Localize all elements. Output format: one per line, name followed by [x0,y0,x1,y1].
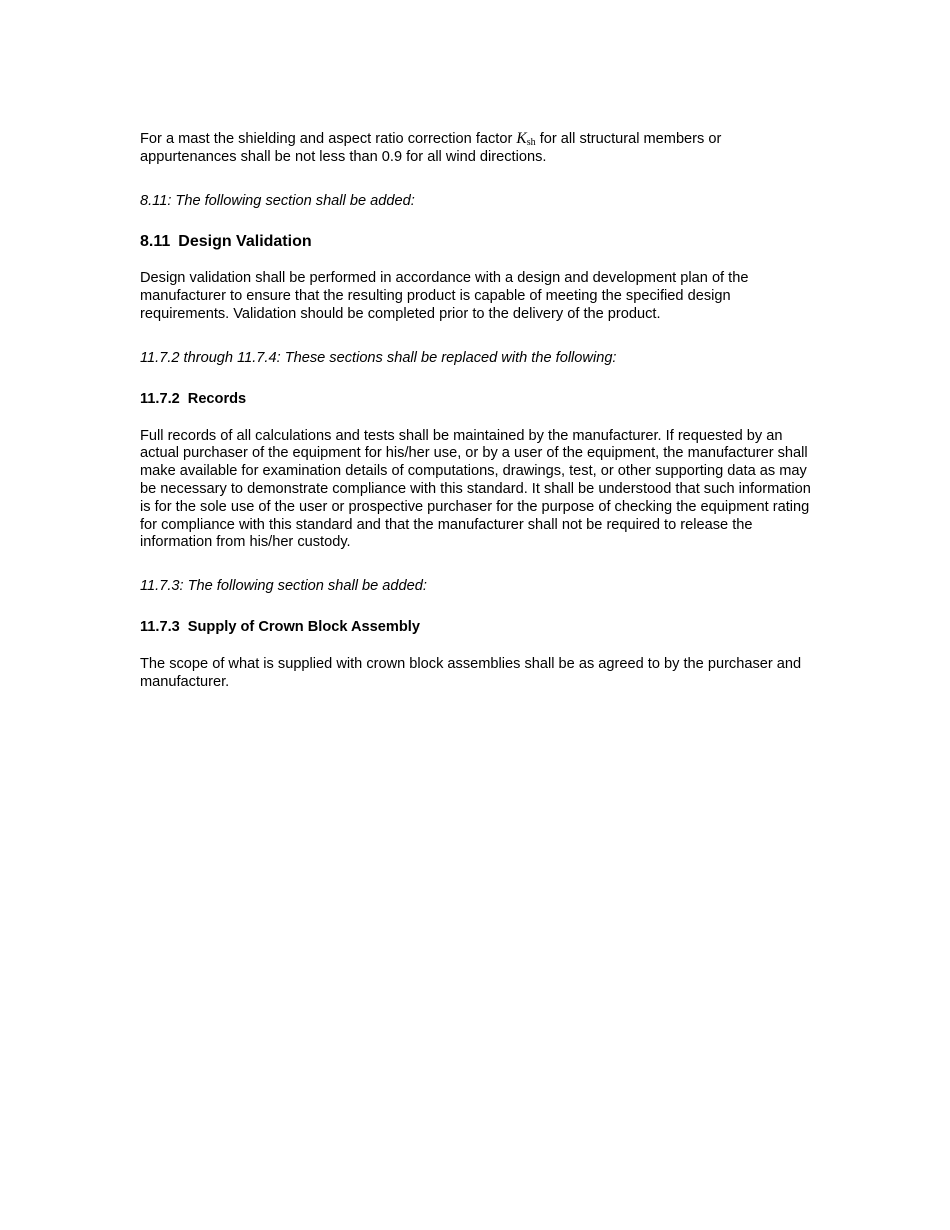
section-title: Supply of Crown Block Assembly [187,618,420,635]
symbol-k-sh [516,130,535,147]
intro-paragraph [140,130,820,167]
instruction-11-7-2: 11.7.2 through 11.7.4: These sections shall be replaced with the following: [140,349,617,366]
section-heading-11-7-3 [140,618,820,636]
intro-text-part2: for all structural members or appurtenances shall be not less than 0.9 for all wind directions. [140,131,722,165]
section-body-8-11: Design validation shall be performed in accordance with a design and development plan of the manufacturer to ensure that the resulting product is capable of meeting the specified design requirements. Validation should be completed prior to the delivery of the product. [140,270,749,322]
intro-text-part1: For a mast the shielding and aspect ratio correction factor [140,131,513,147]
symbol-subscript: sh [526,137,536,148]
section-title: Records [187,390,247,407]
document-page [140,130,820,718]
section-number: 8.11 [140,233,171,251]
section-heading-8-11 [140,232,820,252]
symbol-letter: K [516,130,527,147]
instruction-8-11: 8.11: The following section shall be added: [140,192,415,209]
section-number: 11.7.2 [140,390,180,407]
instruction-11-7-3: 11.7.3: The following section shall be added: [140,578,427,595]
section-number: 11.7.3 [140,618,180,635]
section-heading-11-7-2 [140,390,820,408]
section-title: Design Validation [178,233,312,251]
section-body-11-7-3: The scope of what is supplied with crown block assemblies shall be as agreed to by the purchaser and manufacturer. [140,655,802,690]
section-body-11-7-2: Full records of all calculations and tests shall be maintained by the manufacturer. If requested by an actual purchaser of the equipment for his/her use, or by a user of the equipment, the manufacturer shall make available for examination details of computations, drawings, test, or other supporting data as may be necessary to demonstrate compliance with this standard. It shall be understood that such information is for the sole use of the user or prospective purchaser for the purpose of checking the equipment rating for compliance with this standard and that the manufacturer shall not be required to release the information from his/her custody. [140,427,811,551]
